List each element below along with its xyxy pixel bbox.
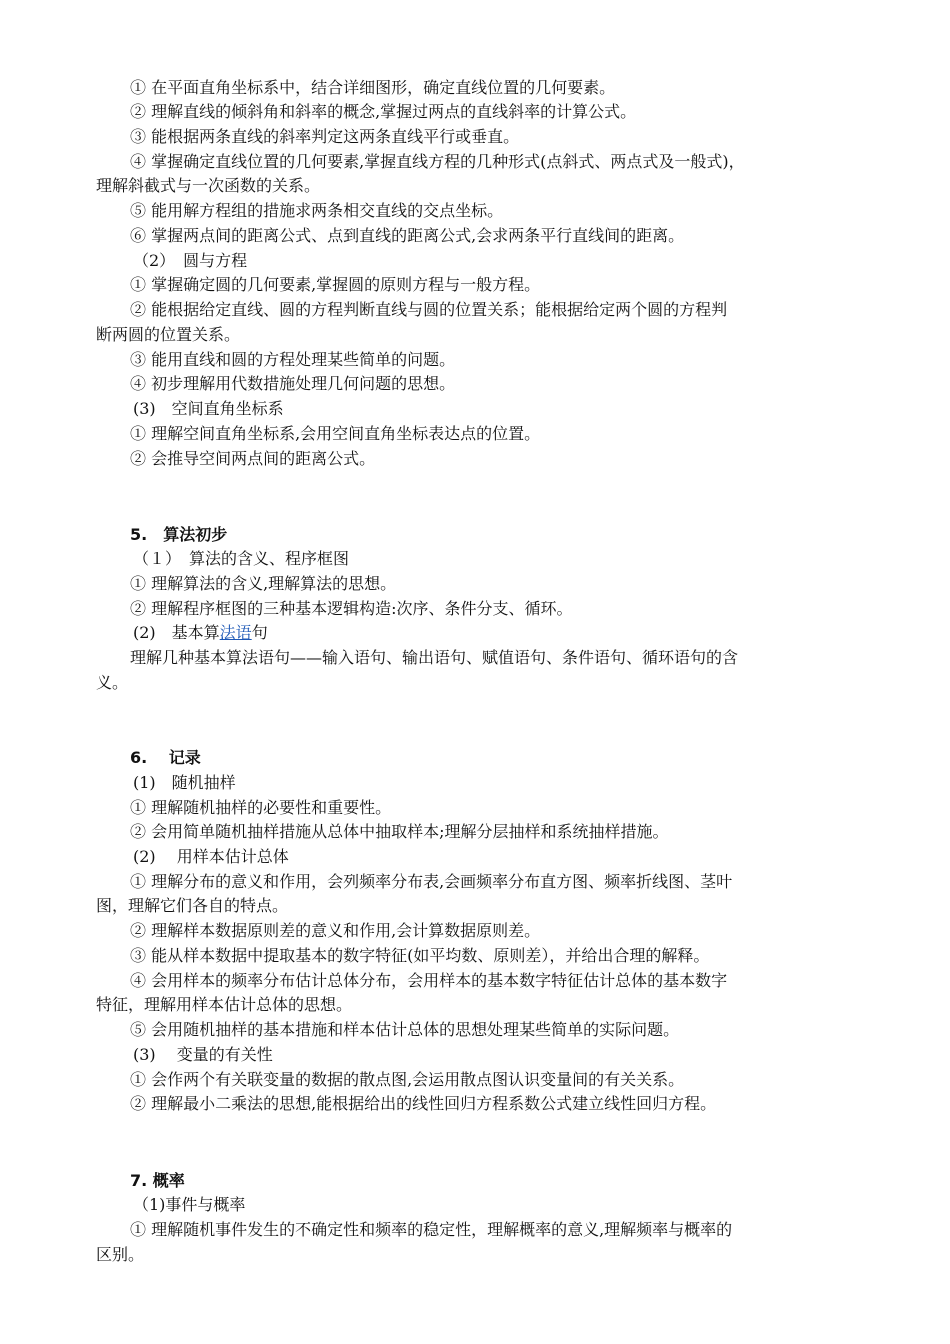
text-line: ③ 能用直线和圆的方程处理某些简单的问题。 xyxy=(130,350,456,369)
text-line: ③ 能根据两条直线的斜率判定这两条直线平行或垂直。 xyxy=(130,127,520,146)
subsection-heading: （１） 算法的含义、程序框图 xyxy=(133,549,350,568)
text-line: ② 会用简单随机抽样措施从总体中抽取样本;理解分层抽样和系统抽样措施。 xyxy=(130,822,669,841)
text-line: ① 在平面直角坐标系中，结合详细图形，确定直线位置的几何要素。 xyxy=(130,78,616,97)
heading-text: (2) 基本算 xyxy=(133,623,220,642)
text-line: ① 掌握确定圆的几何要素,掌握圆的原则方程与一般方程。 xyxy=(130,275,541,294)
text-line: ④ 掌握确定直线位置的几何要素,掌握直线方程的几种形式(点斜式、两点式及一般式)， xyxy=(130,152,745,171)
subsection-heading: (1) 随机抽样 xyxy=(133,773,236,792)
text-line: ⑤ 会用随机抽样的基本措施和样本估计总体的思想处理某些简单的实际问题。 xyxy=(130,1020,680,1039)
text-line: ① 会作两个有关联变量的数据的散点图,会运用散点图认识变量间的有关关系。 xyxy=(130,1070,685,1089)
text-line: ① 理解随机抽样的必要性和重要性。 xyxy=(130,798,392,817)
text-line: 理解斜截式与一次函数的关系。 xyxy=(96,176,321,195)
text-line: ② 理解最小二乘法的思想,能根据给出的线性回归方程系数公式建立线性回归方程。 xyxy=(130,1094,717,1113)
subsection-heading: (3) 变量的有关性 xyxy=(133,1045,273,1064)
text-line: 特征，理解用样本估计总体的思想。 xyxy=(96,995,353,1014)
section-heading: 7. 概率 xyxy=(130,1171,185,1190)
text-line: 区别。 xyxy=(96,1245,145,1264)
text-line: 理解几种基本算法语句——输入语句、输出语句、赋值语句、条件语句、循环语句的含 xyxy=(130,648,739,667)
text-line: ④ 初步理解用代数措施处理几何问题的思想。 xyxy=(130,374,456,393)
text-line: ② 理解直线的倾斜角和斜率的概念,掌握过两点的直线斜率的计算公式。 xyxy=(130,102,637,121)
text-line: ② 理解样本数据原则差的意义和作用,会计算数据原则差。 xyxy=(130,921,541,940)
hyperlink[interactable]: 法语 xyxy=(219,623,252,642)
text-line: ② 能根据给定直线、圆的方程判断直线与圆的位置关系；能根据给定两个圆的方程判 xyxy=(130,300,728,319)
text-line: ⑥ 掌握两点间的距离公式、点到直线的距离公式,会求两条平行直线间的距离。 xyxy=(130,226,685,245)
section-heading: 5. 算法初步 xyxy=(130,525,228,544)
subsection-heading: (3) 空间直角坐标系 xyxy=(133,399,284,418)
section-heading: 6. 记录 xyxy=(130,748,201,767)
text-line: ① 理解分布的意义和作用，会列频率分布表,会画频率分布直方图、频率折线图、茎叶 xyxy=(130,872,733,891)
text-line: ⑤ 能用解方程组的措施求两条相交直线的交点坐标。 xyxy=(130,201,504,220)
text-line: 图，理解它们各自的特点。 xyxy=(96,896,289,915)
text-line: ② 会推导空间两点间的距离公式。 xyxy=(130,449,376,468)
heading-text: 句 xyxy=(251,623,268,642)
subsection-heading: （2） 圆与方程 xyxy=(133,251,248,270)
subsection-heading: （1)事件与概率 xyxy=(133,1195,246,1214)
text-line: ③ 能从样本数据中提取基本的数字特征(如平均数、原则差），并给出合理的解释。 xyxy=(130,946,710,965)
text-line: 断两圆的位置关系。 xyxy=(96,325,241,344)
subsection-heading: (2) 用样本估计总体 xyxy=(133,847,289,866)
text-line: ② 理解程序框图的三种基本逻辑构造:次序、条件分支、循环。 xyxy=(130,599,573,618)
text-line: ① 理解随机事件发生的不确定性和频率的稳定性，理解概率的意义,理解频率与概率的 xyxy=(130,1220,733,1239)
subsection-heading xyxy=(133,621,903,645)
text-line: ① 理解空间直角坐标系,会用空间直角坐标表达点的位置。 xyxy=(130,424,541,443)
text-line: ① 理解算法的含义,理解算法的思想。 xyxy=(130,574,397,593)
text-line: ④ 会用样本的频率分布估计总体分布，会用样本的基本数字特征估计总体的基本数字 xyxy=(130,971,728,990)
text-line: 义。 xyxy=(96,673,129,692)
